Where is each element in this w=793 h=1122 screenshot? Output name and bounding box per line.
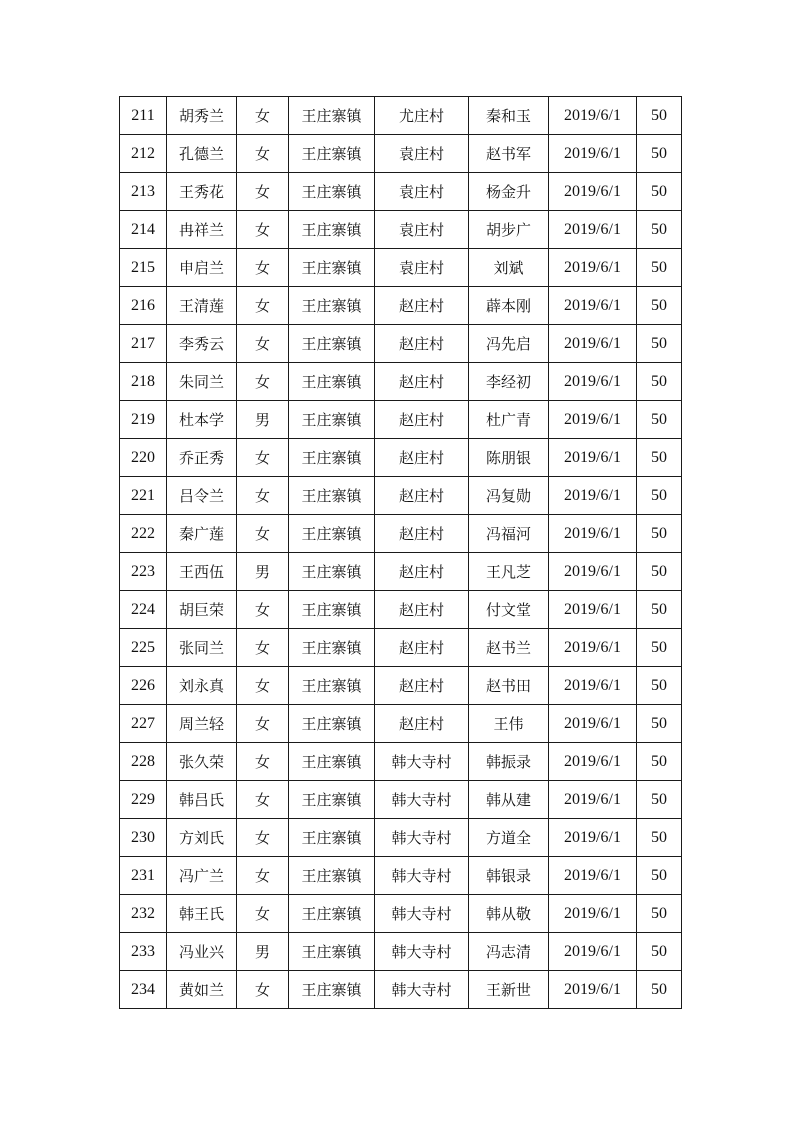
cell-amount: 50 (637, 705, 682, 743)
cell-gender: 男 (237, 553, 289, 591)
cell-index: 231 (120, 857, 167, 895)
cell-index: 219 (120, 401, 167, 439)
cell-name: 冉祥兰 (167, 211, 237, 249)
cell-payee: 王伟 (469, 705, 549, 743)
cell-index: 220 (120, 439, 167, 477)
cell-amount: 50 (637, 135, 682, 173)
cell-village: 韩大寺村 (375, 781, 469, 819)
cell-town: 王庄寨镇 (289, 857, 375, 895)
cell-village: 赵庄村 (375, 287, 469, 325)
cell-village: 韩大寺村 (375, 895, 469, 933)
cell-amount: 50 (637, 819, 682, 857)
cell-gender: 女 (237, 173, 289, 211)
cell-town: 王庄寨镇 (289, 439, 375, 477)
cell-payee: 赵书军 (469, 135, 549, 173)
table-row (120, 173, 682, 211)
cell-gender: 女 (237, 363, 289, 401)
table-row (120, 249, 682, 287)
cell-village: 韩大寺村 (375, 743, 469, 781)
cell-name: 张久荣 (167, 743, 237, 781)
cell-date: 2019/6/1 (549, 135, 637, 173)
table-row (120, 553, 682, 591)
cell-town: 王庄寨镇 (289, 629, 375, 667)
cell-town: 王庄寨镇 (289, 249, 375, 287)
cell-name: 王秀花 (167, 173, 237, 211)
table-row (120, 971, 682, 1009)
table-row (120, 439, 682, 477)
cell-amount: 50 (637, 515, 682, 553)
cell-amount: 50 (637, 325, 682, 363)
cell-village: 赵庄村 (375, 553, 469, 591)
subsidy-table (119, 96, 682, 1009)
cell-gender: 女 (237, 477, 289, 515)
cell-name: 孔德兰 (167, 135, 237, 173)
cell-index: 227 (120, 705, 167, 743)
cell-town: 王庄寨镇 (289, 173, 375, 211)
cell-name: 韩吕氏 (167, 781, 237, 819)
cell-gender: 女 (237, 743, 289, 781)
table-row (120, 933, 682, 971)
cell-index: 211 (120, 97, 167, 135)
cell-town: 王庄寨镇 (289, 705, 375, 743)
cell-name: 王西伍 (167, 553, 237, 591)
cell-gender: 女 (237, 629, 289, 667)
cell-index: 213 (120, 173, 167, 211)
cell-date: 2019/6/1 (549, 591, 637, 629)
table-row (120, 325, 682, 363)
cell-gender: 女 (237, 325, 289, 363)
cell-index: 214 (120, 211, 167, 249)
table-row (120, 515, 682, 553)
cell-index: 218 (120, 363, 167, 401)
table-row (120, 895, 682, 933)
cell-date: 2019/6/1 (549, 97, 637, 135)
cell-gender: 女 (237, 439, 289, 477)
cell-town: 王庄寨镇 (289, 743, 375, 781)
cell-index: 232 (120, 895, 167, 933)
table-row (120, 781, 682, 819)
cell-gender: 女 (237, 211, 289, 249)
cell-payee: 韩从敬 (469, 895, 549, 933)
cell-village: 赵庄村 (375, 363, 469, 401)
cell-date: 2019/6/1 (549, 819, 637, 857)
cell-payee: 陈朋银 (469, 439, 549, 477)
cell-amount: 50 (637, 629, 682, 667)
cell-date: 2019/6/1 (549, 895, 637, 933)
cell-index: 215 (120, 249, 167, 287)
cell-amount: 50 (637, 401, 682, 439)
cell-date: 2019/6/1 (549, 857, 637, 895)
cell-name: 韩王氏 (167, 895, 237, 933)
cell-name: 朱同兰 (167, 363, 237, 401)
cell-index: 222 (120, 515, 167, 553)
cell-town: 王庄寨镇 (289, 553, 375, 591)
cell-index: 230 (120, 819, 167, 857)
cell-amount: 50 (637, 211, 682, 249)
cell-village: 尤庄村 (375, 97, 469, 135)
table-row (120, 819, 682, 857)
cell-name: 王清莲 (167, 287, 237, 325)
cell-name: 吕令兰 (167, 477, 237, 515)
table-row (120, 705, 682, 743)
cell-index: 225 (120, 629, 167, 667)
cell-payee: 冯志清 (469, 933, 549, 971)
cell-date: 2019/6/1 (549, 439, 637, 477)
cell-village: 袁庄村 (375, 211, 469, 249)
cell-name: 冯广兰 (167, 857, 237, 895)
table-row (120, 97, 682, 135)
cell-town: 王庄寨镇 (289, 515, 375, 553)
cell-town: 王庄寨镇 (289, 97, 375, 135)
document-page (119, 96, 681, 1009)
table-row (120, 401, 682, 439)
cell-index: 224 (120, 591, 167, 629)
cell-index: 228 (120, 743, 167, 781)
cell-name: 方刘氏 (167, 819, 237, 857)
cell-payee: 秦和玉 (469, 97, 549, 135)
cell-amount: 50 (637, 591, 682, 629)
cell-gender: 女 (237, 249, 289, 287)
cell-payee: 王凡芝 (469, 553, 549, 591)
cell-name: 秦广莲 (167, 515, 237, 553)
cell-payee: 薜本刚 (469, 287, 549, 325)
cell-village: 赵庄村 (375, 477, 469, 515)
cell-index: 233 (120, 933, 167, 971)
cell-gender: 女 (237, 781, 289, 819)
cell-payee: 刘斌 (469, 249, 549, 287)
cell-date: 2019/6/1 (549, 781, 637, 819)
cell-amount: 50 (637, 477, 682, 515)
cell-index: 226 (120, 667, 167, 705)
cell-town: 王庄寨镇 (289, 401, 375, 439)
table-row (120, 211, 682, 249)
cell-date: 2019/6/1 (549, 933, 637, 971)
cell-date: 2019/6/1 (549, 515, 637, 553)
cell-amount: 50 (637, 287, 682, 325)
cell-date: 2019/6/1 (549, 401, 637, 439)
table-row (120, 667, 682, 705)
cell-town: 王庄寨镇 (289, 591, 375, 629)
cell-village: 袁庄村 (375, 249, 469, 287)
cell-gender: 女 (237, 515, 289, 553)
cell-village: 赵庄村 (375, 515, 469, 553)
cell-date: 2019/6/1 (549, 667, 637, 705)
cell-town: 王庄寨镇 (289, 933, 375, 971)
cell-gender: 女 (237, 819, 289, 857)
cell-town: 王庄寨镇 (289, 287, 375, 325)
cell-amount: 50 (637, 249, 682, 287)
cell-payee: 冯先启 (469, 325, 549, 363)
cell-name: 李秀云 (167, 325, 237, 363)
cell-village: 赵庄村 (375, 667, 469, 705)
cell-date: 2019/6/1 (549, 249, 637, 287)
cell-payee: 方道全 (469, 819, 549, 857)
cell-amount: 50 (637, 971, 682, 1009)
cell-date: 2019/6/1 (549, 553, 637, 591)
cell-gender: 女 (237, 971, 289, 1009)
cell-town: 王庄寨镇 (289, 211, 375, 249)
cell-town: 王庄寨镇 (289, 971, 375, 1009)
cell-date: 2019/6/1 (549, 325, 637, 363)
cell-amount: 50 (637, 857, 682, 895)
cell-payee: 韩振录 (469, 743, 549, 781)
cell-town: 王庄寨镇 (289, 895, 375, 933)
cell-town: 王庄寨镇 (289, 819, 375, 857)
cell-name: 胡秀兰 (167, 97, 237, 135)
cell-index: 223 (120, 553, 167, 591)
cell-name: 杜本学 (167, 401, 237, 439)
cell-town: 王庄寨镇 (289, 363, 375, 401)
cell-village: 韩大寺村 (375, 819, 469, 857)
cell-index: 217 (120, 325, 167, 363)
cell-gender: 女 (237, 135, 289, 173)
cell-town: 王庄寨镇 (289, 667, 375, 705)
cell-village: 韩大寺村 (375, 971, 469, 1009)
cell-town: 王庄寨镇 (289, 781, 375, 819)
cell-name: 申启兰 (167, 249, 237, 287)
cell-name: 冯业兴 (167, 933, 237, 971)
cell-gender: 女 (237, 895, 289, 933)
table-row (120, 857, 682, 895)
cell-index: 216 (120, 287, 167, 325)
cell-name: 乔正秀 (167, 439, 237, 477)
cell-payee: 王新世 (469, 971, 549, 1009)
cell-amount: 50 (637, 173, 682, 211)
cell-date: 2019/6/1 (549, 705, 637, 743)
cell-date: 2019/6/1 (549, 211, 637, 249)
cell-date: 2019/6/1 (549, 629, 637, 667)
cell-amount: 50 (637, 933, 682, 971)
cell-date: 2019/6/1 (549, 363, 637, 401)
cell-village: 赵庄村 (375, 325, 469, 363)
cell-amount: 50 (637, 895, 682, 933)
cell-village: 赵庄村 (375, 705, 469, 743)
cell-village: 韩大寺村 (375, 933, 469, 971)
cell-date: 2019/6/1 (549, 287, 637, 325)
cell-date: 2019/6/1 (549, 173, 637, 211)
cell-gender: 女 (237, 667, 289, 705)
cell-amount: 50 (637, 667, 682, 705)
table-row (120, 363, 682, 401)
table-body (120, 97, 682, 1009)
table-row (120, 743, 682, 781)
cell-town: 王庄寨镇 (289, 135, 375, 173)
cell-amount: 50 (637, 743, 682, 781)
cell-amount: 50 (637, 781, 682, 819)
cell-village: 袁庄村 (375, 135, 469, 173)
cell-gender: 男 (237, 933, 289, 971)
cell-town: 王庄寨镇 (289, 477, 375, 515)
cell-gender: 女 (237, 287, 289, 325)
cell-payee: 赵书兰 (469, 629, 549, 667)
cell-name: 刘永真 (167, 667, 237, 705)
cell-date: 2019/6/1 (549, 743, 637, 781)
cell-payee: 冯福河 (469, 515, 549, 553)
cell-index: 229 (120, 781, 167, 819)
cell-amount: 50 (637, 553, 682, 591)
cell-payee: 杨金升 (469, 173, 549, 211)
cell-payee: 赵书田 (469, 667, 549, 705)
cell-village: 袁庄村 (375, 173, 469, 211)
cell-payee: 韩从建 (469, 781, 549, 819)
cell-gender: 男 (237, 401, 289, 439)
cell-town: 王庄寨镇 (289, 325, 375, 363)
cell-payee: 付文堂 (469, 591, 549, 629)
cell-index: 212 (120, 135, 167, 173)
cell-date: 2019/6/1 (549, 971, 637, 1009)
cell-name: 黄如兰 (167, 971, 237, 1009)
cell-payee: 韩银录 (469, 857, 549, 895)
cell-village: 赵庄村 (375, 629, 469, 667)
cell-name: 张同兰 (167, 629, 237, 667)
table-row (120, 591, 682, 629)
cell-amount: 50 (637, 363, 682, 401)
cell-village: 赵庄村 (375, 401, 469, 439)
cell-index: 221 (120, 477, 167, 515)
table-row (120, 629, 682, 667)
cell-gender: 女 (237, 591, 289, 629)
cell-village: 赵庄村 (375, 591, 469, 629)
cell-village: 赵庄村 (375, 439, 469, 477)
cell-name: 周兰轻 (167, 705, 237, 743)
table-row (120, 135, 682, 173)
cell-village: 韩大寺村 (375, 857, 469, 895)
cell-payee: 胡步广 (469, 211, 549, 249)
cell-index: 234 (120, 971, 167, 1009)
cell-name: 胡巨荣 (167, 591, 237, 629)
cell-gender: 女 (237, 97, 289, 135)
cell-gender: 女 (237, 705, 289, 743)
cell-date: 2019/6/1 (549, 477, 637, 515)
cell-amount: 50 (637, 439, 682, 477)
cell-gender: 女 (237, 857, 289, 895)
cell-payee: 冯复勋 (469, 477, 549, 515)
table-row (120, 287, 682, 325)
cell-payee: 杜广青 (469, 401, 549, 439)
table-row (120, 477, 682, 515)
cell-amount: 50 (637, 97, 682, 135)
cell-payee: 李经初 (469, 363, 549, 401)
